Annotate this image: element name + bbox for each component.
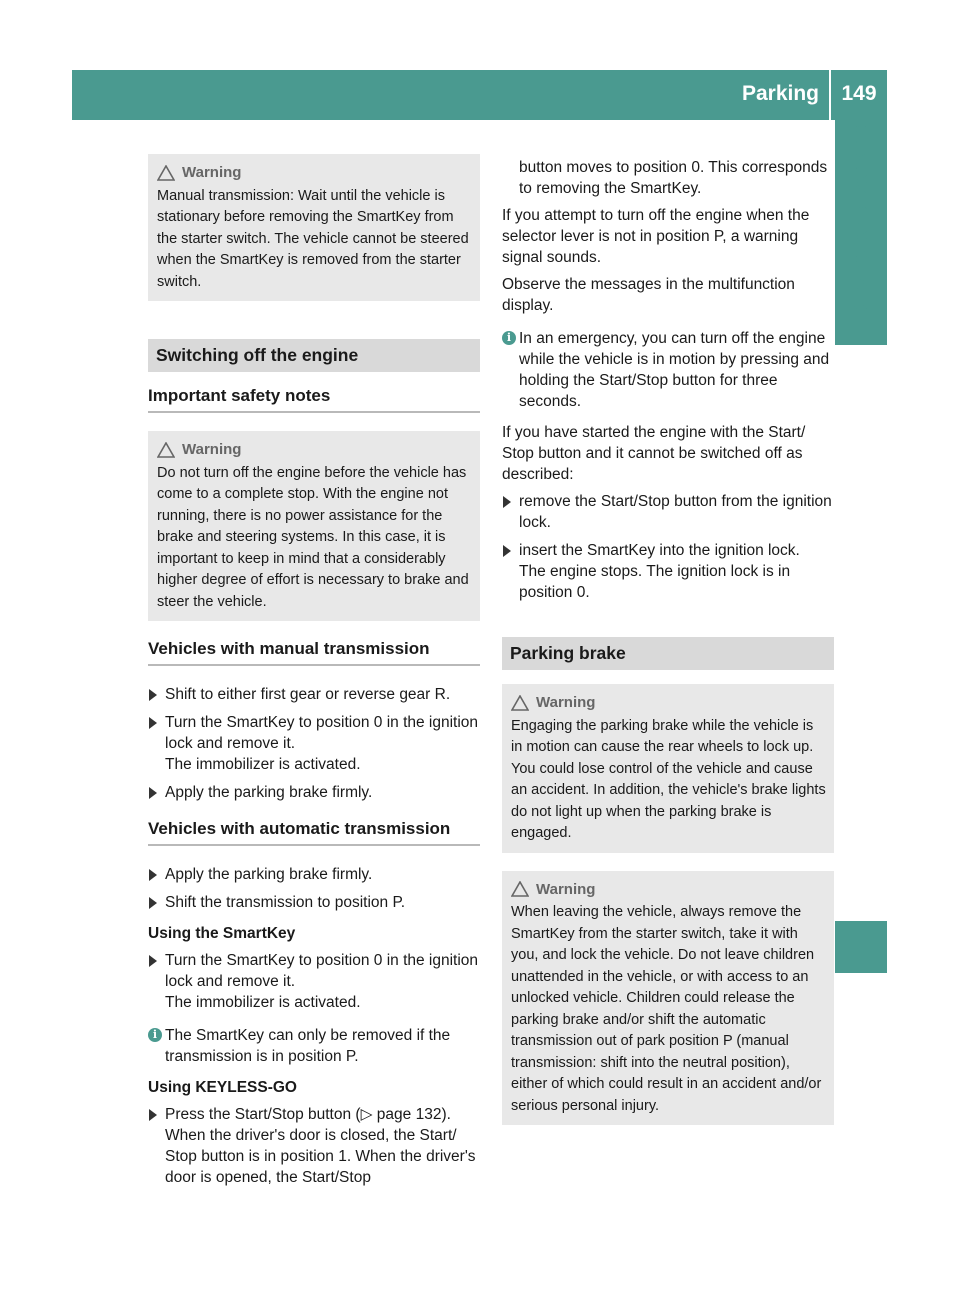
warning-box <box>502 871 834 1126</box>
warning-text: Engaging the parking brake while the vehicle is in motion can cause the rear wheels to lock up. You could lose control of the vehicle and cause an accident. In addition, the vehicle's brake lights do not light up when the parking brake is engaged. <box>511 717 826 841</box>
info-note <box>148 1025 480 1067</box>
warning-text: When leaving the vehicle, always remove the SmartKey from the starter switch, take it with you, and lock the vehicle. Do not leave children unattended in the vehicle, or with access to an unlocked vehicle. Children could release the parking brake and/or shift the automatic transmission out of park position P (manual transmission: shift into the neutral position), either of which could result in an accident and/or serious personal injury. <box>511 904 822 1114</box>
page-header <box>72 70 887 120</box>
warning-triangle-icon <box>511 881 529 897</box>
step-text: Turn the SmartKey to position 0 in the ignition lock and remove it. <box>165 714 479 752</box>
paragraph: If you have started the engine with the Start/ Stop button and it cannot be switched off as described: <box>502 424 806 483</box>
step-text: insert the SmartKey into the ignition lock. <box>519 542 800 559</box>
subheading: Important safety notes <box>148 386 480 413</box>
warning-title: Warning <box>536 880 596 898</box>
step-item: remove the Start/Stop button from the ignition lock. <box>502 491 834 533</box>
subheading: Vehicles with automatic transmission <box>148 819 480 846</box>
warning-title: Warning <box>182 164 242 181</box>
info-text: The SmartKey can only be removed if the transmission is in position P. <box>165 1027 451 1065</box>
step-item: Shift the transmission to position P. <box>148 892 480 913</box>
warning-title: Warning <box>536 694 596 711</box>
warning-triangle-icon <box>511 695 529 711</box>
section-heading: Parking brake <box>502 637 834 670</box>
step-result: The engine stops. The ignition lock is in position 0. <box>519 563 791 601</box>
step-text: Turn the SmartKey to position 0 in the ignition lock and remove it. <box>165 952 479 990</box>
step-item <box>502 540 834 603</box>
header-title: Parking <box>741 82 819 105</box>
step-text: Press the Start/Stop button (▷ page 132). <box>165 1106 451 1123</box>
warning-box <box>148 431 480 621</box>
warning-triangle-icon <box>157 165 175 181</box>
warning-triangle-icon <box>157 442 175 458</box>
section-heading: Switching off the engine <box>148 339 480 372</box>
step-result: The immobilizer is activated. <box>165 994 361 1011</box>
warning-title: Warning <box>182 441 242 458</box>
step-item <box>148 1104 480 1188</box>
header-separator <box>829 70 831 120</box>
step-item <box>148 712 480 775</box>
step-item: Apply the parking brake firmly. <box>148 864 480 885</box>
side-tab-marker <box>835 921 887 973</box>
column-left <box>148 154 480 1195</box>
warning-text: Manual transmission: Wait until the vehicle is stationary before removing the SmartKey from the starter switch. The vehicle cannot be steered when the SmartKey is removed from the starter switch. <box>157 187 469 290</box>
subheading: Vehicles with manual transmission <box>148 639 480 666</box>
continued-text: button moves to position 0. This corresponds to removing the SmartKey. <box>519 159 828 197</box>
paragraph: Observe the messages in the multifunction display. <box>502 276 795 314</box>
subsection-label: Using KEYLESS-GO <box>148 1079 297 1096</box>
warning-text: Do not turn off the engine before the vehicle has come to a complete stop. With the engine not running, there is no power assistance for the brake and steering systems. In this case, it is important to keep in mind that a considerably higher degree of effort is necessary to brake and steer the vehicle. <box>157 464 469 610</box>
step-result: The immobilizer is activated. <box>165 756 361 773</box>
step-result: When the driver's door is closed, the Start/ Stop button is in position 1. When the driver's door is opened, the Start/Stop <box>165 1127 476 1186</box>
paragraph: If you attempt to turn off the engine when the selector lever is not in position P, a warning signal sounds. <box>502 207 810 266</box>
info-note <box>502 328 834 412</box>
info-text: In an emergency, you can turn off the engine while the vehicle is in motion by pressing and holding the Start/Stop button for three seconds. <box>519 330 830 410</box>
step-item <box>148 950 480 1013</box>
warning-box <box>502 684 834 853</box>
column-right <box>502 157 834 1143</box>
step-item: Shift to either first gear or reverse gear R. <box>148 684 480 705</box>
step-item: Apply the parking brake firmly. <box>148 782 480 803</box>
subsection-label: Using the SmartKey <box>148 925 296 942</box>
info-icon: i <box>148 1028 162 1042</box>
warning-box <box>148 154 480 301</box>
page-number: 149 <box>841 82 877 105</box>
side-chapter-label: Driving and parking <box>849 121 872 319</box>
info-icon: i <box>502 331 516 345</box>
